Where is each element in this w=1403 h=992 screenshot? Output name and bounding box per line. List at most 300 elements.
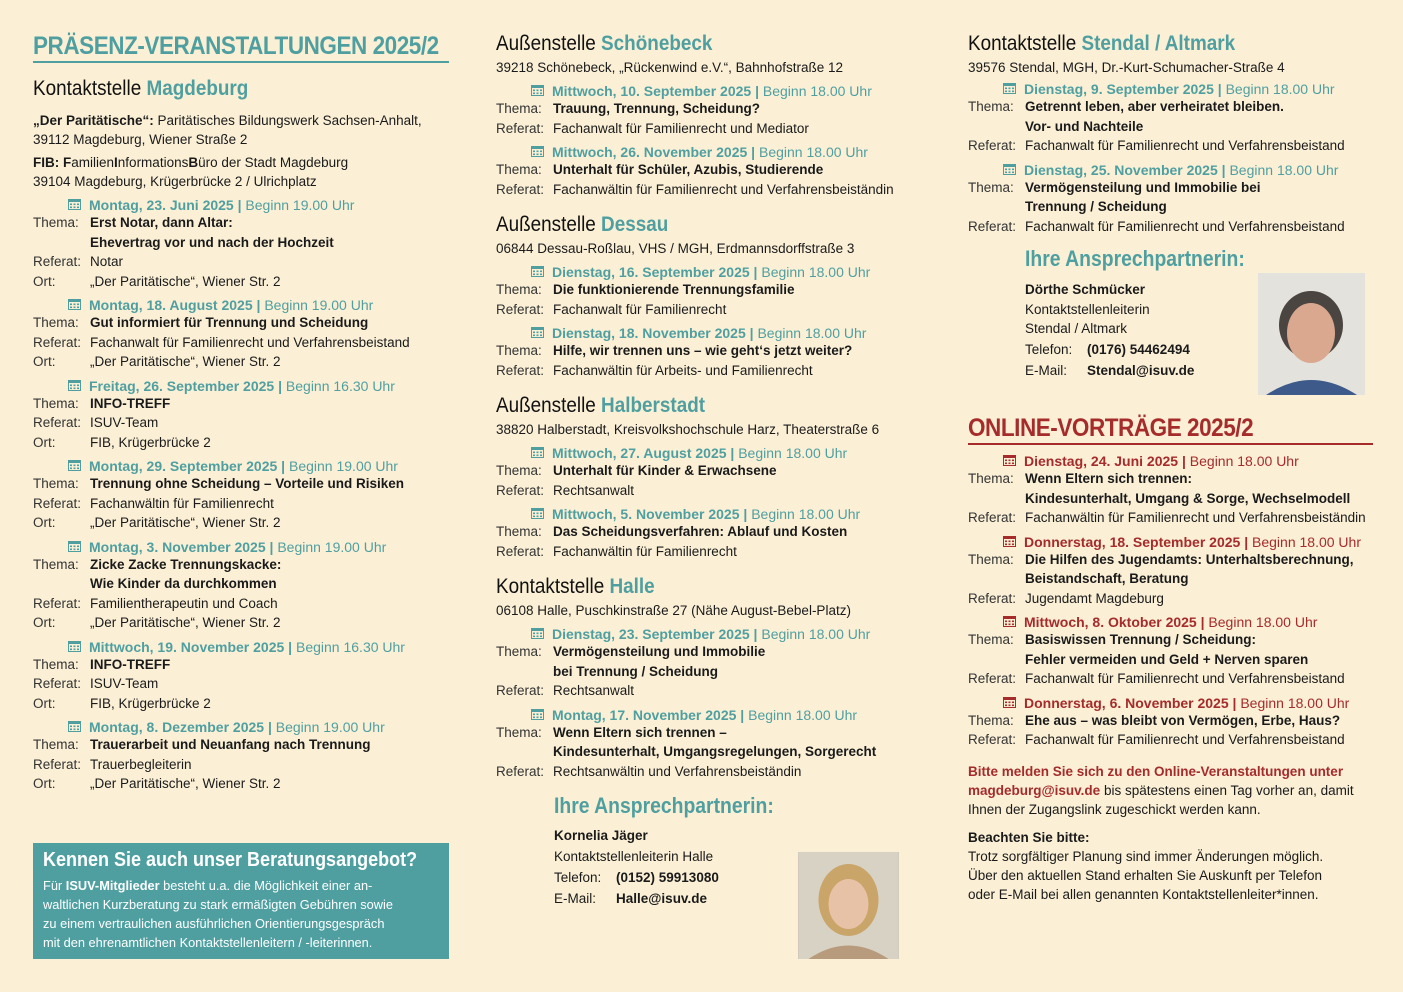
row-key: Ort: bbox=[33, 273, 56, 289]
address-fib: FIB: FamilienInformationsBüro der Stadt Magdeburg 39104 Magdeburg, Krügerbrücke 2 / Ulrichplatz bbox=[33, 155, 349, 189]
calendar-icon bbox=[68, 640, 81, 652]
row-value: Trennung / Scheidung bbox=[1025, 199, 1167, 214]
row-key: Referat: bbox=[33, 415, 82, 430]
row-value: bei Trennung / Scheidung bbox=[553, 663, 719, 679]
event-row bbox=[33, 613, 449, 633]
section-halle bbox=[496, 575, 921, 781]
event-item bbox=[33, 378, 449, 453]
row-value: Fachanwalt für Familienrecht und Verfahrensbeistand bbox=[1025, 218, 1345, 234]
event-row bbox=[496, 180, 921, 200]
row-key: Referat: bbox=[496, 362, 545, 378]
event-row bbox=[968, 630, 1373, 650]
event-time: Beginn 19.00 Uhr bbox=[275, 719, 385, 735]
row-key: Thema: bbox=[968, 551, 1014, 567]
section-title: Kontaktstelle Stendal / Altmark bbox=[968, 32, 1236, 55]
row-key: Referat: bbox=[33, 676, 82, 691]
calendar-icon bbox=[68, 298, 81, 310]
calendar-icon bbox=[1003, 615, 1016, 627]
row-value: Trennung ohne Scheidung – Vorteile und Risiken bbox=[90, 476, 405, 491]
event-row bbox=[968, 508, 1373, 528]
contact-photo-stendal bbox=[1258, 273, 1365, 395]
row-key: Ort: bbox=[33, 776, 56, 791]
event-row bbox=[496, 762, 921, 782]
row-key: Ort: bbox=[33, 695, 56, 711]
row-value: Wenn Eltern sich trennen: bbox=[1025, 471, 1193, 486]
event-item bbox=[496, 506, 921, 561]
event-row bbox=[33, 252, 449, 272]
contact-email[interactable]: E-Mail: Halle@isuv.de bbox=[554, 891, 707, 906]
event-item bbox=[496, 707, 921, 782]
event-row bbox=[33, 674, 449, 694]
beratung-box bbox=[33, 843, 449, 959]
section-address: 38820 Halberstadt, Kreisvolkshochschule Harz, Theaterstraße 6 bbox=[496, 422, 880, 437]
event-time: Beginn 18.00 Uhr bbox=[738, 445, 848, 461]
row-value: Vermögensteilung und Immobilie bbox=[553, 644, 766, 659]
row-value: Rechtsanwalt bbox=[553, 683, 635, 698]
row-key: Referat: bbox=[33, 254, 82, 269]
event-row bbox=[33, 774, 449, 794]
event-list-online bbox=[968, 453, 1373, 750]
event-date-line: Dienstag, 25. November 2025 | Beginn 18.00 Uhr bbox=[968, 162, 1373, 178]
row-value: FIB, Krügerbrücke 2 bbox=[90, 434, 211, 450]
event-item bbox=[496, 325, 921, 380]
row-key: Ort: bbox=[33, 615, 56, 630]
event-date-line: Mittwoch, 8. Oktober 2025 | Beginn 18.00 Uhr bbox=[968, 614, 1373, 630]
row-value: Fachanwalt für Familienrecht und Mediator bbox=[553, 120, 809, 136]
event-date-line: Montag, 8. Dezember 2025 | Beginn 19.00 Uhr bbox=[33, 719, 449, 735]
event-date: Mittwoch, 19. November 2025 bbox=[89, 638, 285, 655]
event-row bbox=[968, 489, 1373, 509]
event-row bbox=[33, 494, 449, 514]
event-row bbox=[33, 735, 449, 755]
row-key: Referat: bbox=[496, 763, 545, 779]
row-value: INFO-TREFF bbox=[90, 656, 171, 672]
row-key: Referat: bbox=[968, 732, 1017, 747]
row-value: Getrennt leben, aber verheiratet bleiben. bbox=[1025, 99, 1284, 114]
contact-role: Kontaktstellenleiterin bbox=[1025, 301, 1150, 317]
event-date: Montag, 23. Juni 2025 bbox=[89, 197, 234, 213]
event-row bbox=[968, 669, 1373, 689]
portrait-woman-short-hair bbox=[1258, 273, 1365, 395]
section-schönebeck bbox=[496, 32, 921, 199]
event-row bbox=[496, 119, 921, 139]
event-row bbox=[968, 136, 1373, 156]
row-value: Familientherapeutin und Coach bbox=[90, 595, 278, 611]
row-key: Ort: bbox=[33, 515, 56, 530]
row-key: Referat: bbox=[968, 138, 1017, 153]
row-key: Thema: bbox=[33, 556, 79, 572]
event-row bbox=[33, 555, 449, 575]
event-date: Montag, 17. November 2025 bbox=[552, 706, 737, 723]
event-row bbox=[496, 361, 921, 381]
section-title: Außenstelle Dessau bbox=[496, 213, 669, 236]
row-key: Referat: bbox=[968, 590, 1017, 606]
event-date: Montag, 29. September 2025 bbox=[89, 458, 278, 474]
row-value: Fachanwältin für Familienrecht und Verfahrensbeiständin bbox=[553, 181, 894, 197]
contact-name: Dörthe Schmücker bbox=[1025, 282, 1146, 297]
section-address: 39576 Stendal, MGH, Dr.-Kurt-Schumacher-Straße 4 bbox=[968, 60, 1285, 75]
row-value: Fachanwältin für Familienrecht bbox=[90, 495, 274, 511]
event-time: Beginn 18.00 Uhr bbox=[1240, 694, 1350, 711]
event-date: Montag, 3. November 2025 bbox=[89, 538, 266, 555]
event-date: Montag, 18. August 2025 bbox=[89, 297, 253, 313]
contact-region: Stendal / Altmark bbox=[1025, 321, 1128, 336]
contact-photo-halle bbox=[798, 852, 899, 959]
event-date: Dienstag, 23. September 2025 bbox=[552, 626, 750, 642]
row-key: Referat: bbox=[33, 595, 82, 611]
row-value: Trauerarbeit und Neuanfang nach Trennung bbox=[90, 737, 371, 752]
calendar-icon bbox=[68, 540, 81, 552]
row-value: Trauerbegleiterin bbox=[90, 756, 192, 772]
row-value: FIB, Krügerbrücke 2 bbox=[90, 695, 211, 711]
row-key: Thema: bbox=[496, 343, 542, 358]
event-date: Montag, 8. Dezember 2025 bbox=[89, 719, 265, 735]
portrait-woman-blonde bbox=[798, 852, 899, 959]
event-item bbox=[968, 534, 1373, 609]
event-time: Beginn 18.00 Uhr bbox=[1252, 533, 1361, 550]
row-key: Referat: bbox=[496, 543, 545, 559]
row-value: Zicke Zacke Trennungskacke: bbox=[90, 556, 282, 572]
row-value: Vermögensteilung und Immobilie bei bbox=[1025, 179, 1261, 195]
event-item bbox=[496, 144, 921, 199]
notice-email[interactable]: magdeburg@isuv.de bbox=[968, 782, 1101, 798]
event-date: Mittwoch, 26. November 2025 bbox=[552, 144, 748, 160]
row-key: Thema: bbox=[33, 737, 79, 752]
row-key: Thema: bbox=[968, 632, 1014, 647]
event-item bbox=[968, 614, 1373, 689]
section-title: Außenstelle Halberstadt bbox=[496, 394, 706, 417]
event-row bbox=[496, 461, 921, 481]
event-time: Beginn 18.00 Uhr bbox=[1225, 81, 1335, 97]
calendar-icon bbox=[68, 459, 81, 471]
contact-title: Ihre Ansprechpartnerin: bbox=[554, 793, 774, 818]
event-row bbox=[968, 217, 1373, 237]
event-row bbox=[496, 522, 921, 542]
row-key bbox=[968, 569, 1025, 589]
row-value: „Der Paritätische“, Wiener Str. 2 bbox=[90, 273, 281, 289]
section-title: Außenstelle Schönebeck bbox=[496, 32, 713, 55]
row-key: Thema: bbox=[496, 724, 542, 740]
row-key: Thema: bbox=[496, 644, 542, 659]
row-key bbox=[33, 233, 90, 253]
row-value: Hilfe, wir trennen uns – wie geht‘s jetzt weiter? bbox=[553, 343, 853, 358]
calendar-icon bbox=[531, 326, 544, 338]
row-key: Referat: bbox=[496, 482, 545, 498]
event-date: Dienstag, 18. November 2025 bbox=[552, 325, 746, 341]
event-row bbox=[33, 213, 449, 233]
row-value: Rechtsanwältin und Verfahrensbeiständin bbox=[553, 763, 802, 779]
row-value: Wenn Eltern sich trennen – bbox=[553, 724, 727, 740]
event-date: Mittwoch, 5. November 2025 bbox=[552, 506, 740, 522]
row-key: Referat: bbox=[496, 683, 545, 698]
row-key: Thema: bbox=[496, 524, 542, 539]
contact-name: Kornelia Jäger bbox=[554, 828, 648, 843]
row-key: Thema: bbox=[968, 179, 1014, 195]
row-key: Thema: bbox=[968, 712, 1014, 728]
event-row bbox=[968, 469, 1373, 489]
row-key: Ort: bbox=[33, 434, 56, 450]
event-row bbox=[33, 694, 449, 714]
event-date-line: Dienstag, 24. Juni 2025 | Beginn 18.00 Uhr bbox=[968, 453, 1373, 469]
event-date-line: Montag, 18. August 2025 | Beginn 19.00 Uhr bbox=[33, 297, 449, 313]
event-date-line: Montag, 17. November 2025 | Beginn 18.00 Uhr bbox=[496, 707, 921, 723]
event-row bbox=[33, 513, 449, 533]
calendar-icon bbox=[1003, 696, 1016, 708]
event-time: Beginn 18.00 Uhr bbox=[757, 325, 867, 341]
calendar-icon bbox=[1003, 82, 1016, 94]
row-key bbox=[968, 197, 1025, 217]
section-title: Kontaktstelle Halle bbox=[496, 575, 655, 598]
calendar-icon bbox=[68, 720, 81, 732]
event-item bbox=[33, 719, 449, 794]
event-date-line: Mittwoch, 10. September 2025 | Beginn 18.00 Uhr bbox=[496, 83, 921, 99]
row-value: Fehler vermeiden und Geld + Nerven sparen bbox=[1025, 651, 1309, 667]
row-value: Kindesunterhalt, Umgangsregelungen, Sorgerecht bbox=[553, 744, 877, 759]
row-value: Kindesunterhalt, Umgang & Sorge, Wechselmodell bbox=[1025, 490, 1351, 506]
event-date-line: Mittwoch, 27. August 2025 | Beginn 18.00 Uhr bbox=[496, 445, 921, 461]
event-date: Donnerstag, 18. September 2025 bbox=[1024, 533, 1241, 550]
event-item bbox=[968, 162, 1373, 237]
event-date: Dienstag, 16. September 2025 bbox=[552, 264, 750, 280]
calendar-icon bbox=[531, 507, 544, 519]
event-date: Mittwoch, 8. Oktober 2025 bbox=[1024, 614, 1197, 630]
event-row bbox=[33, 333, 449, 353]
beachten-notice: Beachten Sie bitte: Trotz sorgfältiger Planung sind immer Änderungen möglich. Über den aktuellen Stand erhalten Sie Auskunft per Telefon oder E-Mail bei allen genannten Kontaktstellenleiter*innen. bbox=[968, 829, 1324, 902]
contact-title: Ihre Ansprechpartnerin: bbox=[1025, 246, 1245, 271]
event-time: Beginn 16.30 Uhr bbox=[296, 638, 405, 655]
row-key: Thema: bbox=[33, 315, 79, 330]
contact-role: Kontaktstellenleiterin Halle bbox=[554, 849, 714, 864]
calendar-icon bbox=[531, 265, 544, 277]
event-date-line: Montag, 29. September 2025 | Beginn 19.00 Uhr bbox=[33, 458, 449, 474]
event-item bbox=[968, 453, 1373, 528]
row-value: Notar bbox=[90, 254, 124, 269]
section-dessau bbox=[496, 213, 921, 380]
contact-email[interactable]: E-Mail: Stendal@isuv.de bbox=[1025, 362, 1195, 378]
event-row bbox=[968, 730, 1373, 750]
row-value: Fachanwalt für Familienrecht und Verfahrensbeistand bbox=[1025, 732, 1345, 747]
row-value: „Der Paritätische“, Wiener Str. 2 bbox=[90, 515, 281, 530]
row-value: Rechtsanwalt bbox=[553, 482, 635, 498]
section-stendal bbox=[968, 32, 1373, 236]
event-time: Beginn 19.00 Uhr bbox=[277, 538, 387, 555]
event-date: Dienstag, 24. Juni 2025 bbox=[1024, 453, 1179, 469]
row-value: Jugendamt Magdeburg bbox=[1025, 590, 1164, 606]
row-key bbox=[968, 650, 1025, 670]
event-item bbox=[496, 626, 921, 701]
section-address: 06108 Halle, Puschkinstraße 27 (Nähe August-Bebel-Platz) bbox=[496, 603, 851, 618]
calendar-icon bbox=[531, 627, 544, 639]
event-item bbox=[33, 639, 449, 714]
event-row bbox=[496, 742, 921, 762]
event-date-line: Donnerstag, 6. November 2025 | Beginn 18.00 Uhr bbox=[968, 695, 1373, 711]
row-value: Fachanwalt für Familienrecht und Verfahrensbeistand bbox=[90, 334, 410, 350]
row-key: Thema: bbox=[33, 395, 79, 411]
event-time: Beginn 18.00 Uhr bbox=[761, 264, 871, 280]
event-row bbox=[496, 481, 921, 501]
event-row bbox=[968, 178, 1373, 198]
column-stendal-online bbox=[968, 0, 1373, 904]
row-value: Gut informiert für Trennung und Scheidung bbox=[90, 315, 369, 330]
event-row bbox=[496, 542, 921, 562]
event-item bbox=[33, 297, 449, 372]
event-date: Donnerstag, 6. November 2025 bbox=[1024, 694, 1229, 711]
event-row bbox=[33, 474, 449, 494]
calendar-icon bbox=[1003, 163, 1016, 175]
event-row bbox=[968, 117, 1373, 137]
event-date: Mittwoch, 27. August 2025 bbox=[552, 445, 727, 461]
row-key: Referat: bbox=[33, 756, 82, 772]
row-value: Vor- und Nachteile bbox=[1025, 118, 1144, 134]
row-key: Thema: bbox=[33, 476, 79, 491]
event-item bbox=[33, 197, 449, 291]
event-date-line: Dienstag, 23. September 2025 | Beginn 18.00 Uhr bbox=[496, 626, 921, 642]
section-address: 39218 Schönebeck, „Rückenwind e.V.“, Bahnhofstraße 12 bbox=[496, 60, 843, 75]
row-value: Fachanwalt für Familienrecht und Verfahrensbeistand bbox=[1025, 671, 1345, 686]
event-list-magdeburg bbox=[33, 197, 449, 794]
contact-phone: Telefon: (0152) 59913080 bbox=[554, 870, 719, 885]
event-time: Beginn 18.00 Uhr bbox=[1229, 161, 1339, 178]
row-value: ISUV-Team bbox=[90, 676, 159, 691]
row-key: Thema: bbox=[33, 656, 79, 672]
event-time: Beginn 18.00 Uhr bbox=[759, 144, 868, 160]
event-row bbox=[33, 233, 449, 253]
event-row bbox=[496, 280, 921, 300]
event-date-line: Montag, 23. Juni 2025 | Beginn 19.00 Uhr bbox=[33, 197, 449, 213]
row-value: „Der Paritätische“, Wiener Str. 2 bbox=[90, 776, 281, 791]
event-row bbox=[496, 681, 921, 701]
event-time: Beginn 19.00 Uhr bbox=[289, 458, 398, 474]
event-item bbox=[496, 264, 921, 319]
event-time: Beginn 18.00 Uhr bbox=[751, 506, 861, 522]
event-item bbox=[968, 695, 1373, 750]
event-row bbox=[496, 642, 921, 662]
beratung-text: Für ISUV-Mitglieder besteht u.a. die Möglichkeit einer an- waltlichen Kurzberatung zu stark ermäßigten Gebühren sowie zu einem vertraulichen ausführlichen Orientierungsgespräch mit den ehrenamtlichen Kontaktstellenleitern / -leiterinnen. bbox=[43, 878, 393, 950]
section-address: 06844 Dessau-Roßlau, VHS / MGH, Erdmannsdorffstraße 3 bbox=[496, 241, 855, 256]
row-key: Ort: bbox=[33, 354, 56, 369]
row-value: Fachanwalt für Familienrecht und Verfahrensbeistand bbox=[1025, 138, 1345, 153]
event-date-line: Dienstag, 18. November 2025 | Beginn 18.00 Uhr bbox=[496, 325, 921, 341]
event-row bbox=[33, 433, 449, 453]
row-value: Erst Notar, dann Altar: bbox=[90, 215, 233, 230]
row-key: Referat: bbox=[968, 510, 1017, 525]
event-date-line: Mittwoch, 5. November 2025 | Beginn 18.00 Uhr bbox=[496, 506, 921, 522]
row-value: Fachanwältin für Arbeits- und Familienrecht bbox=[553, 362, 813, 378]
event-time: Beginn 18.00 Uhr bbox=[761, 626, 871, 642]
event-time: Beginn 18.00 Uhr bbox=[748, 706, 858, 723]
event-row bbox=[496, 662, 921, 682]
row-key: Thema: bbox=[496, 101, 542, 116]
row-value: Fachanwältin für Familienrecht und Verfahrensbeiständin bbox=[1025, 510, 1366, 525]
row-value: Unterhalt für Kinder & Erwachsene bbox=[553, 463, 777, 478]
event-row bbox=[33, 755, 449, 775]
event-row bbox=[33, 413, 449, 433]
row-key bbox=[33, 574, 90, 594]
event-row bbox=[496, 341, 921, 361]
event-row bbox=[496, 99, 921, 119]
section-halberstadt bbox=[496, 394, 921, 561]
calendar-icon bbox=[68, 379, 81, 391]
row-key bbox=[496, 662, 553, 682]
row-value: Basiswissen Trennung / Scheidung: bbox=[1025, 632, 1257, 647]
row-value: Trauung, Trennung, Scheidung? bbox=[553, 101, 760, 116]
event-item bbox=[968, 81, 1373, 156]
row-key: Thema: bbox=[496, 463, 542, 478]
event-row bbox=[33, 394, 449, 414]
online-notice: Bitte melden Sie sich zu den Online-Veranstaltungen unter magdeburg@isuv.de bis spätestens einen Tag vorher an, damit Ihnen der Zugangslink zugeschickt werden kann. bbox=[968, 763, 1354, 817]
row-value: Fachanwältin für Familienrecht bbox=[553, 543, 737, 559]
event-date-line: Freitag, 26. September 2025 | Beginn 16.30 Uhr bbox=[33, 378, 449, 394]
event-item bbox=[496, 83, 921, 138]
event-date-line: Dienstag, 9. September 2025 | Beginn 18.00 Uhr bbox=[968, 81, 1373, 97]
row-value: Die Hilfen des Jugendamts: Unterhaltsberechnung, bbox=[1025, 551, 1354, 567]
event-row bbox=[496, 160, 921, 180]
row-key: Referat: bbox=[496, 301, 545, 317]
row-value: Die funktionierende Trennungsfamilie bbox=[553, 282, 795, 297]
event-row bbox=[33, 313, 449, 333]
row-key: Thema: bbox=[496, 282, 542, 297]
event-date: Dienstag, 25. November 2025 bbox=[1024, 161, 1218, 178]
row-key: Thema: bbox=[496, 162, 542, 177]
row-key: Referat: bbox=[496, 181, 545, 197]
calendar-icon bbox=[1003, 535, 1016, 547]
event-time: Beginn 18.00 Uhr bbox=[1189, 453, 1299, 469]
event-item bbox=[496, 445, 921, 500]
column-magdeburg bbox=[33, 0, 449, 794]
calendar-icon bbox=[531, 708, 544, 720]
event-row bbox=[968, 711, 1373, 731]
event-row bbox=[496, 300, 921, 320]
event-date-line: Montag, 3. November 2025 | Beginn 19.00 Uhr bbox=[33, 539, 449, 555]
event-date: Freitag, 26. September 2025 bbox=[89, 377, 275, 394]
row-value: Wie Kinder da durchkommen bbox=[90, 576, 277, 591]
address-paritaetische: „Der Paritätische“: Paritätisches Bildungswerk Sachsen-Anhalt, 39112 Magdeburg, Wiener Straße 2 bbox=[33, 113, 422, 147]
event-row bbox=[33, 655, 449, 675]
event-row bbox=[33, 352, 449, 372]
row-value: Ehevertrag vor und nach der Hochzeit bbox=[90, 234, 334, 250]
row-key: Referat: bbox=[33, 334, 82, 350]
event-date-line: Dienstag, 16. September 2025 | Beginn 18.00 Uhr bbox=[496, 264, 921, 280]
calendar-icon bbox=[531, 84, 544, 96]
event-time: Beginn 19.00 Uhr bbox=[245, 197, 355, 213]
row-value: ISUV-Team bbox=[90, 415, 159, 430]
row-key: Referat: bbox=[968, 218, 1017, 234]
contact-phone: Telefon: (0176) 54462494 bbox=[1025, 341, 1190, 357]
event-row bbox=[968, 197, 1373, 217]
row-value: Beistandschaft, Beratung bbox=[1025, 571, 1189, 586]
event-date-line: Mittwoch, 19. November 2025 | Beginn 16.30 Uhr bbox=[33, 639, 449, 655]
event-time: Beginn 18.00 Uhr bbox=[1208, 614, 1318, 630]
event-time: Beginn 18.00 Uhr bbox=[762, 83, 872, 99]
section-list bbox=[496, 32, 921, 781]
event-date-line: Mittwoch, 26. November 2025 | Beginn 18.00 Uhr bbox=[496, 144, 921, 160]
section-title-magdeburg: Kontaktstelle Magdeburg bbox=[33, 77, 249, 100]
row-value: „Der Paritätische“, Wiener Str. 2 bbox=[90, 354, 281, 369]
event-row bbox=[968, 650, 1373, 670]
event-row bbox=[968, 97, 1373, 117]
event-row bbox=[968, 589, 1373, 609]
calendar-icon bbox=[68, 198, 81, 210]
event-date: Mittwoch, 10. September 2025 bbox=[552, 83, 752, 99]
row-key bbox=[496, 742, 553, 762]
calendar-icon bbox=[531, 145, 544, 157]
row-value: Fachanwalt für Familienrecht bbox=[553, 301, 727, 317]
event-item bbox=[33, 458, 449, 533]
calendar-icon bbox=[1003, 454, 1016, 466]
online-title: ONLINE-VORTRÄGE 2025/2 bbox=[968, 414, 1254, 442]
row-key: Referat: bbox=[496, 120, 545, 136]
event-date-line: Donnerstag, 18. September 2025 | Beginn 18.00 Uhr bbox=[968, 534, 1373, 550]
